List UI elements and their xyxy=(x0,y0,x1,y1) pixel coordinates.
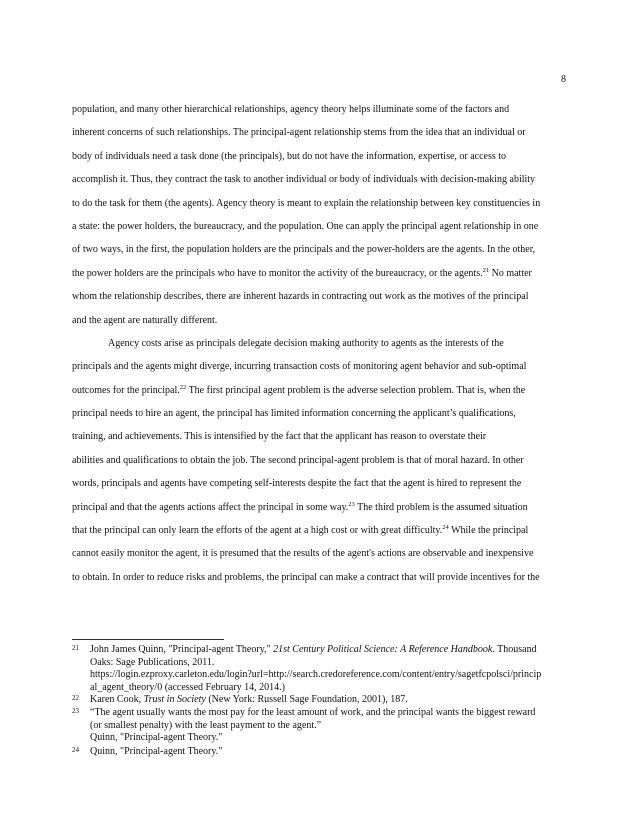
text-line: words, principals and agents have competing self-interests despite the fact that the agent is hired to represent the xyxy=(72,478,522,490)
text-line: of two ways, in the first, the population holders are the principals and the power-holders are the agents. In the other, xyxy=(72,244,536,256)
footnote-line xyxy=(90,644,566,657)
text-line: body of individuals need a task done (the principals), but do not have the information, expertise, or access to xyxy=(72,150,507,162)
text-line: to do the task for them (the agents). Agency theory is meant to explain the relationship between key constituencies in xyxy=(72,197,541,209)
footnote-ref: 23 xyxy=(348,500,355,508)
line-text: No matter xyxy=(489,267,532,279)
line-text: that the principal can only learn the efforts of the agent at a high cost or with great difficulty. xyxy=(72,525,443,537)
text-line: a state: the power holders, the bureaucracy, and the population. One can apply the principal agent relationship in one xyxy=(72,220,539,232)
page-number: 8 xyxy=(561,74,566,85)
footnote-21 xyxy=(72,644,566,694)
text-line: and the agent are naturally different. xyxy=(72,314,218,326)
text-line: abilities and qualifications to obtain the job. The second principal-agent problem is that of moral hazard. In other xyxy=(72,454,524,466)
line-text: The first principal agent problem is the adverse selection problem. That is, when the xyxy=(186,384,526,396)
text-line xyxy=(72,379,566,402)
paragraph-1 xyxy=(72,98,566,332)
footnote-text: . Thousand xyxy=(492,644,537,655)
footnote-number: 22 xyxy=(72,694,79,703)
line-text: While the principal xyxy=(448,525,529,537)
footnote-line: Quinn, "Principal-agent Theory." xyxy=(90,732,223,744)
paragraph-2 xyxy=(72,332,566,589)
text-line: cannot easily monitor the agent, it is presumed that the results of the agent's actions are observable and inexpensive xyxy=(72,548,534,560)
footnote-ref: 24 xyxy=(442,524,449,532)
footnote-text: (New York: Russell Sage Foundation, 2001), 187. xyxy=(205,694,408,706)
footnote-line: “The agent usually wants the most pay for the least amount of work, and the principal wants the biggest reward xyxy=(90,706,536,718)
text-line xyxy=(72,262,566,285)
text-line xyxy=(72,496,566,519)
footnote-line: al_agent_theory/0 (accessed February 14, 2014.) xyxy=(90,681,285,693)
footnote-separator xyxy=(72,639,224,640)
footnote-number: 23 xyxy=(72,706,79,715)
footnote-22 xyxy=(72,694,566,707)
footnote-24 xyxy=(72,746,566,759)
footnotes xyxy=(72,644,566,758)
footnote-text: Karen Cook, xyxy=(90,694,144,706)
text-line: training, and achievements. This is intensified by the fact that the applicant has reason to overstate their xyxy=(72,431,487,443)
text-line: population, and many other hierarchical relationships, agency theory helps illuminate some of the factors and xyxy=(72,104,510,115)
footnote-url: https://login.ezproxy.carleton.edu/login?url=http://search.credoreference.com/content/entry/sagetfcpolsci/princip xyxy=(90,669,542,681)
footnote-23 xyxy=(72,707,566,745)
line-text: the power holders are the principals who have to monitor the activity of the bureaucracy, or the agents. xyxy=(72,267,483,279)
body-text xyxy=(72,98,566,589)
text-line: principal needs to hire an agent, the principal has limited information concerning the applicant’s qualifications, xyxy=(72,408,516,420)
line-text: The third problem is the assumed situation xyxy=(354,501,528,513)
line-text: outcomes for the principal. xyxy=(72,384,180,396)
text-line xyxy=(72,519,566,542)
footnote-line: Oaks: Sage Publications, 2011. xyxy=(90,656,215,668)
footnote-number: 21 xyxy=(72,644,79,652)
footnote-ref: 21 xyxy=(482,266,490,274)
text-line: inherent concerns of such relationships. The principal-agent relationship stems from the idea that an individual or xyxy=(72,127,526,139)
text-line: whom the relationship describes, there are inherent hazards in contracting out work as the motives of the principal xyxy=(72,291,529,303)
text-line: Agency costs arise as principals delegate decision making authority to agents as the interests of the xyxy=(108,337,504,349)
book-title: 21st Century Political Science: A Reference Handbook xyxy=(273,644,493,655)
line-text: principal and that the agents actions affect the principal in some way. xyxy=(72,501,349,513)
text-line: to obtain. In order to reduce risks and problems, the principal can make a contract that will provide incentives for the xyxy=(72,571,540,583)
book-title: Trust in Society xyxy=(143,694,206,706)
footnote-text: John James Quinn, "Principal-agent Theory," xyxy=(90,644,274,655)
footnote-ref: 22 xyxy=(179,383,187,391)
footnote-line: Quinn, "Principal-agent Theory." xyxy=(90,745,223,757)
footnote-line xyxy=(90,694,566,707)
text-line: accomplish it. Thus, they contract the task to another individual or body of individuals with decision-making ability xyxy=(72,174,536,186)
text-line: principals and the agents might diverge, incurring transaction costs of monitoring agent behavior and sub-optimal xyxy=(72,361,527,373)
footnote-line: (or smallest penalty) with the least payment to the agent.” xyxy=(90,719,322,731)
footnote-number: 24 xyxy=(72,745,79,754)
